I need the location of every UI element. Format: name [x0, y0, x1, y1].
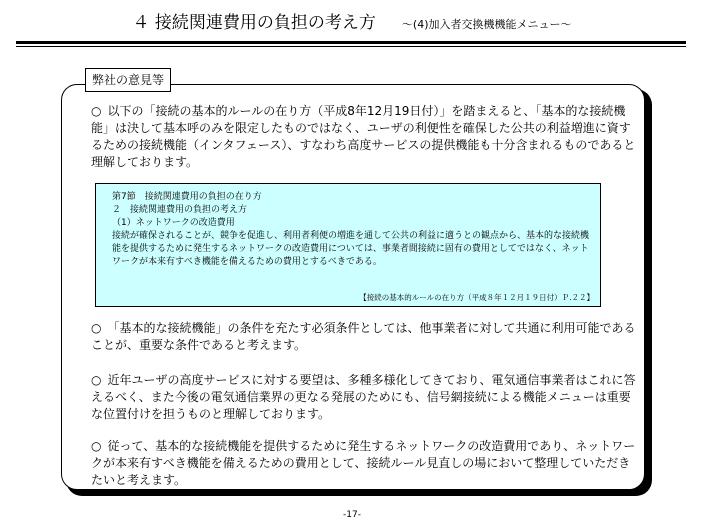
title-subtitle: ～(4)加入者交換機機能メニュー～: [401, 18, 572, 31]
title-divider: [16, 41, 686, 47]
title-main: ４ 接続関連費用の負担の考え方: [132, 13, 376, 33]
opinion-label: 弊社の意見等: [85, 68, 171, 92]
page-number: -17-: [343, 510, 361, 520]
bullet-marker: ○: [91, 321, 102, 335]
paragraph-3: [91, 372, 639, 423]
bullet-marker: ○: [91, 104, 102, 118]
bullet-marker: ○: [91, 373, 102, 387]
paragraph-text: 従って、基本的な接続機能を提供するために発生するネットワークの改造費用であり、ネットワークが本来有すべき機能を備えるための費用として、接続ルール見直しの場において整理していただきたいと考えます。: [91, 439, 636, 487]
quote-item: （1）ネットワークの改造費用: [112, 218, 235, 228]
paragraph-text: 近年ユーザの高度サービスに対する要望は、多種多様化してきており、電気通信事業者はこれに答えるべく、また今後の電気通信業界の更なる発展のためにも、信号網接続による機能メニューは重要な位置付けを担うものと理解しております。: [91, 373, 636, 421]
quote-section: 第7節 接続関連費用の負担の在り方: [112, 192, 262, 202]
quote-body: 接続が確保されることが、競争を促進し、利用者利便の増進を通して公共の利益に適うとの観点から、基本的な接続機能を提供するために発生するネットワークの改造費用については、事業者間接続に固有の費用としてではなく、ネットワークが本来有すべき機能を備えるための費用とするべきである。: [112, 231, 590, 267]
quote-source: 【接続の基本的ルールの在り方（平成８年１２月１９日付）Ｐ.２２】: [359, 293, 594, 302]
paragraph-text: 「基本的な接続機能」の条件を充たす必須条件としては、他事業者に対して共通に利用可能であることが、重要な条件であると考えます。: [91, 321, 636, 352]
quote-subsection: ２ 接続関連費用の負担の考え方: [112, 205, 248, 215]
bullet-marker: ○: [91, 439, 102, 453]
paragraph-2: [91, 320, 639, 354]
paragraph-1: [91, 103, 639, 171]
paragraph-text: 以下の「接続の基本的ルールの在り方（平成8年12月19日付）」を踏まえると、「基本的な接続機能」は決して基本呼のみを限定したものではなく、ユーザの利便性を確保した公共の利益増進に資するための接続機能（インタフェース）、すなわち高度サービスの提供機能も十分含まれるものであると理解しております。: [91, 104, 636, 169]
quote-box: [95, 183, 601, 307]
page-title: [0, 8, 704, 38]
paragraph-4: [91, 438, 639, 489]
